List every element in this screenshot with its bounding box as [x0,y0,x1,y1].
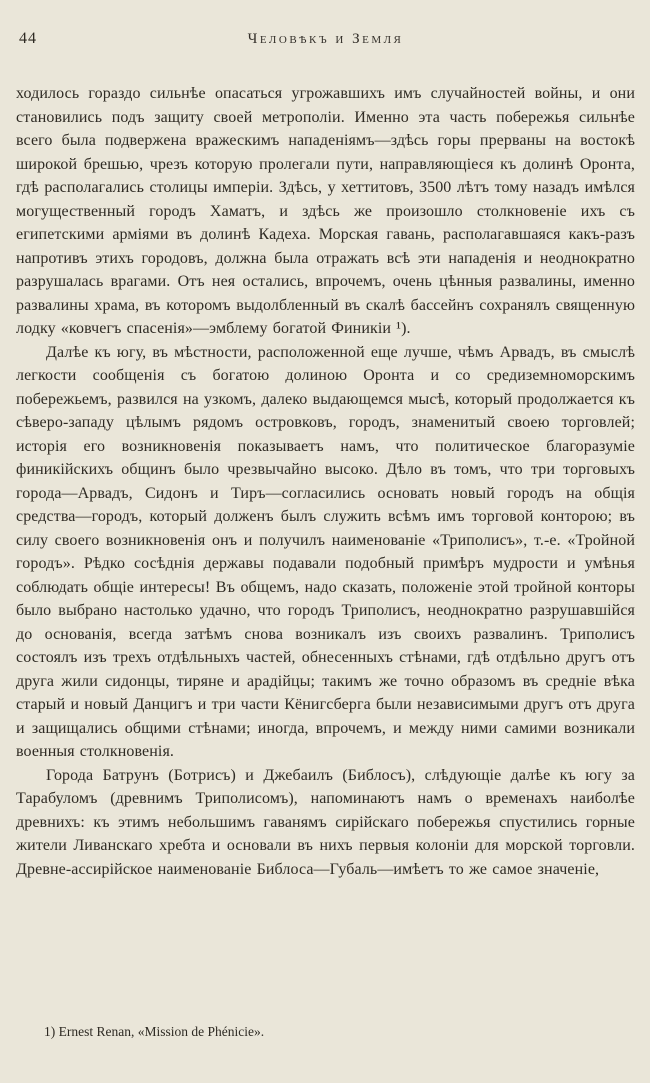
body-paragraph-3: Города Батрунъ (Ботрисъ) и Джебаилъ (Библосъ), слѣдующіе далѣе къ югу за Тарабуломъ (древнимъ Триполисомъ), напоминаютъ намъ о временахъ наиболѣе древнихъ: къ этимъ небольшимъ гаванямъ сирійскаго побережья спустились горные жители Ливанскаго хребта и основали въ нихъ первыя колоніи для морской торговли. Древне-ассирійское наименованіе Библоса—Губаль—имѣетъ то же самое значеніе, [16,766,635,878]
page-header [16,30,635,56]
footnote-text: 1) Ernest Renan, «Mission de Phénicie». [44,1024,265,1039]
body-paragraph-2: Далѣе къ югу, въ мѣстности, расположенной еще лучше, чѣмъ Арвадъ, въ смыслѣ легкости сообщенія съ богатою долиною Оронта и со средиземноморскимъ побережьемъ, развился на узкомъ, далеко выдающемся мысѣ, который продолжается къ сѣверо-западу цѣлымъ рядомъ островковъ, городъ, знаменитый своею торговлей; исторія его возникновенія показываетъ намъ, что политическое благоразуміе финикійскихъ общинъ было чрезвычайно высоко. Дѣло въ томъ, что три торговыхъ города—Арвадъ, Сидонъ и Тиръ—согласились основать новый городъ на общія средства—городъ, который долженъ былъ служить всѣмъ имъ торговой конторою; въ силу своего возникновенія онъ и получилъ наименованіе «Триполисъ», т.-е. «Тройной городъ». Рѣдко сосѣднія державы подавали подобный примѣръ мудрости и умѣнья соблюдать общіе интересы! Въ общемъ, надо сказать, положеніе этой тройной конторы было выбрано настолько удачно, что городъ Триполисъ, неоднократно разрушавшійся до основанія, всегда затѣмъ снова возникалъ изъ своихъ развалинъ. Триполисъ состоялъ изъ трехъ отдѣльныхъ частей, обнесенныхъ стѣнами, гдѣ отдѣльно другъ отъ друга жили сидонцы, тиряне и арадійцы; такимъ же точно образомъ въ средніе вѣка старый и новый Данцигъ и три части Кёнигсберга были независимыми другъ отъ друга и защищались общими стѣнами; иногда, впрочемъ, и между ними самими возникали военныя столкновенія. [16,343,635,760]
footnote [16,1023,635,1041]
body-paragraph-1: ходилось гораздо сильнѣе опасаться угрожавшихъ имъ случайностей войны, и они становились подъ защиту своей метрополіи. Именно эта часть побережья сильнѣе всего была подвержена вражескимъ нападеніямъ—здѣсь горы прерваны на востокѣ широкой брешью, чрезъ которую пролегали пути, направляющіеся къ долинѣ Оронта, гдѣ располагались столицы имперіи. Здѣсь, у хеттитовъ, 3500 лѣтъ тому назадъ имѣлся могущественный городъ Хаматъ, и здѣсь же произошло столкновеніе ихъ съ египетскими арміями въ долинѣ Кадеха. Морская гавань, располагавшаяся какъ-разъ напротивъ этихъ городовъ, должна была отражать всѣ эти нападенія и неоднократно разрушалась врагами. Отъ нея остались, впрочемъ, очень цѣнныя развалины, именно развалины храма, въ которомъ выдолбленный въ скалѣ бассейнъ сохранялъ священную лодку «ковчегъ спасенія»—эмблему богатой Финикіи ¹). [16,85,635,337]
page-number: 44 [19,30,37,47]
header-title: Человѣкъ и Земля [247,31,404,47]
page-body [16,82,635,881]
